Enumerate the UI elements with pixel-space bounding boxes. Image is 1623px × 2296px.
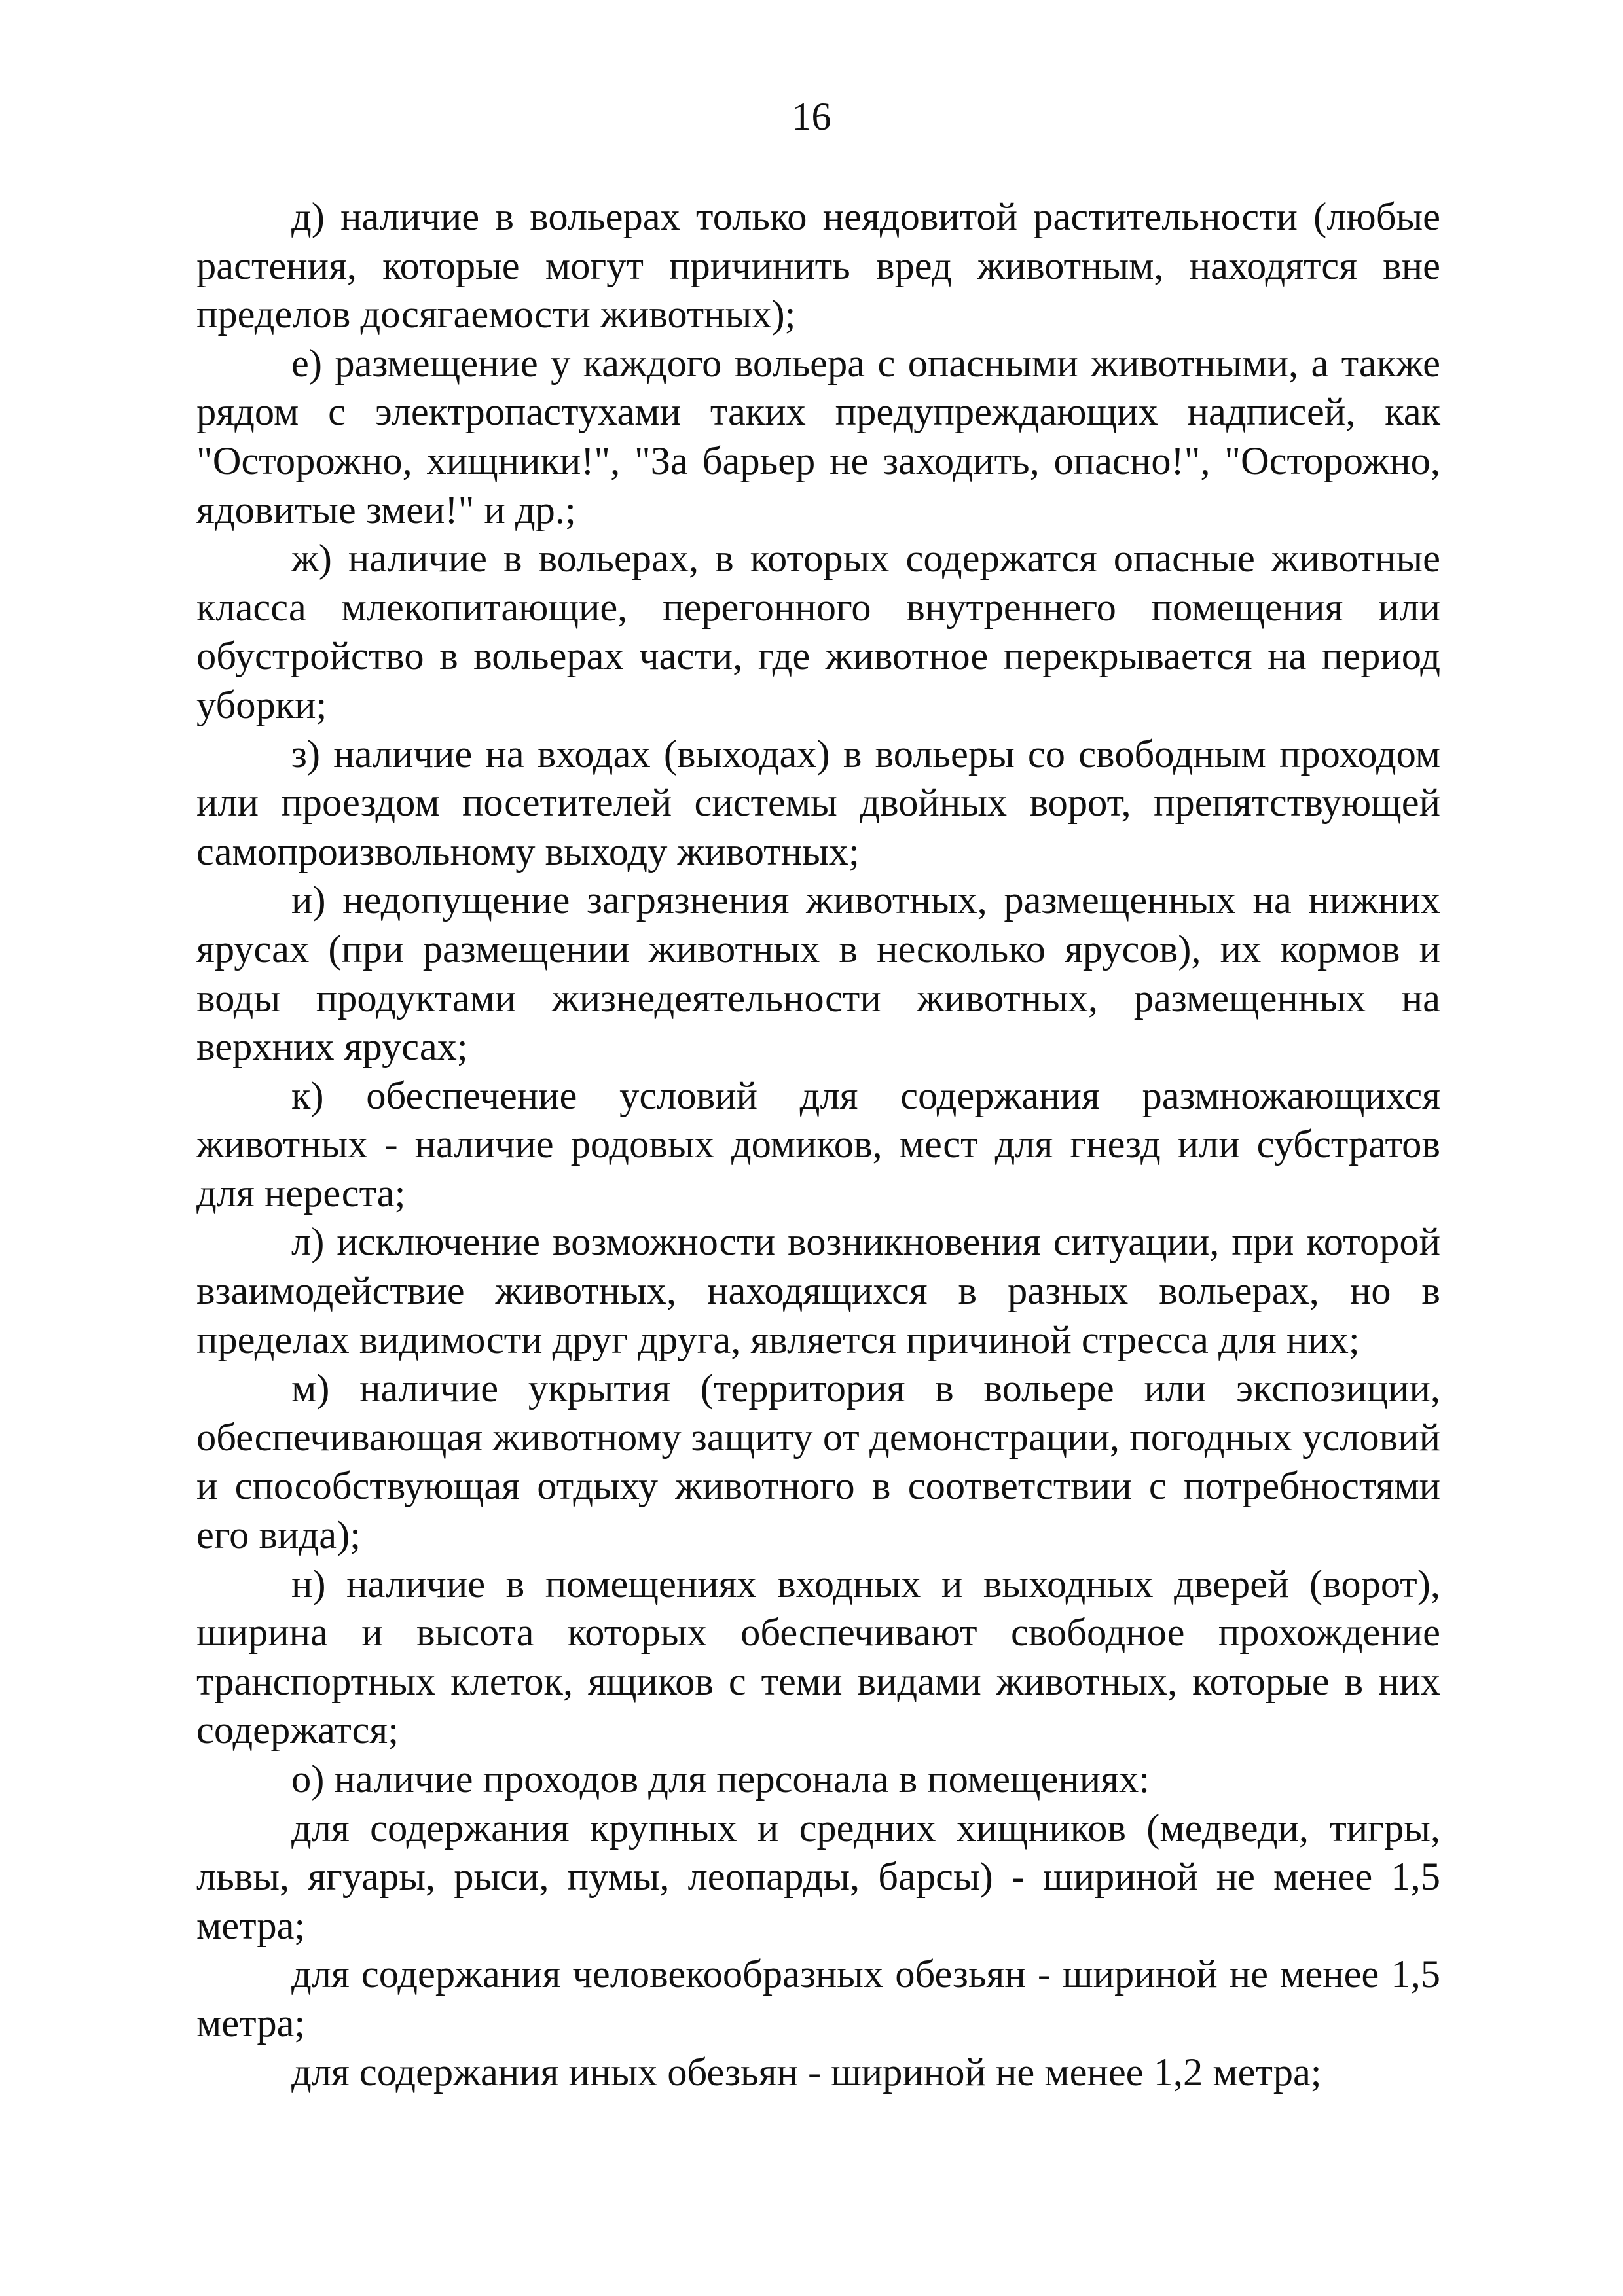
paragraph-d: д) наличие в вольерах только неядовитой растительности (любые растения, которые могут причинить вред животным, находятся вне пределов досягаемости животных); <box>196 195 1440 337</box>
paragraph-e: е) размещение у каждого вольера с опасными животными, а также рядом с электропастухами таких предупреждающих надписей, как "Осторожно, хищники!", "За барьер не заходить, опасно!", "Осторожно, ядовитые змеи!" и др.; <box>196 341 1440 532</box>
paragraph-n: н) наличие в помещениях входных и выходных дверей (ворот), ширина и высота которых обеспечивают свободное прохождение транспортных клеток, ящиков с теми видами животных, которые в них содержатся; <box>196 1562 1440 1753</box>
paragraph-great-apes: для содержания человекообразных обезьян - шириной не менее 1,5 метра; <box>196 1952 1440 2045</box>
paragraph-l: л) исключение возможности возникновения ситуации, при которой взаимодействие животных, находящихся в разных вольерах, но в пределах видимости друг друга, является причиной стресса для них; <box>196 1220 1440 1362</box>
paragraph-k: к) обеспечение условий для содержания размножающихся животных - наличие родовых домиков, мест для гнезд или субстратов для нереста; <box>196 1073 1440 1215</box>
paragraph-zh: ж) наличие в вольерах, в которых содержатся опасные животные класса млекопитающие, перегонного внутреннего помещения или обустройство в вольерах части, где животное перекрывается на период уборки; <box>196 537 1440 727</box>
document-body <box>196 193 1440 2097</box>
paragraph-z: з) наличие на входах (выходах) в вольеры со свободным проходом или проездом посетителей системы двойных ворот, препятствующей самопроизвольному выходу животных; <box>196 732 1440 874</box>
paragraph-other-monkeys: для содержания иных обезьян - шириной не менее 1,2 метра; <box>291 2050 1322 2094</box>
paragraph-i: и) недопущение загрязнения животных, размещенных на нижних ярусах (при размещении животных в несколько ярусов), их кормов и воды продуктами жизнедеятельности животных, размещенных на верхних ярусах; <box>196 878 1440 1069</box>
paragraph-m: м) наличие укрытия (территория в вольере или экспозиции, обеспечивающая животному защиту от демонстрации, погодных условий и способствующая отдыху животного в соответствии с потребностями его вида); <box>196 1367 1440 1558</box>
paragraph-o: о) наличие проходов для персонала в помещениях: <box>291 1757 1150 1801</box>
page-number: 16 <box>792 95 831 138</box>
paragraph-large-predators: для содержания крупных и средних хищников (медведи, тигры, львы, ягуары, рыси, пумы, леопарды, барсы) - шириной не менее 1,5 метра; <box>196 1806 1440 1948</box>
